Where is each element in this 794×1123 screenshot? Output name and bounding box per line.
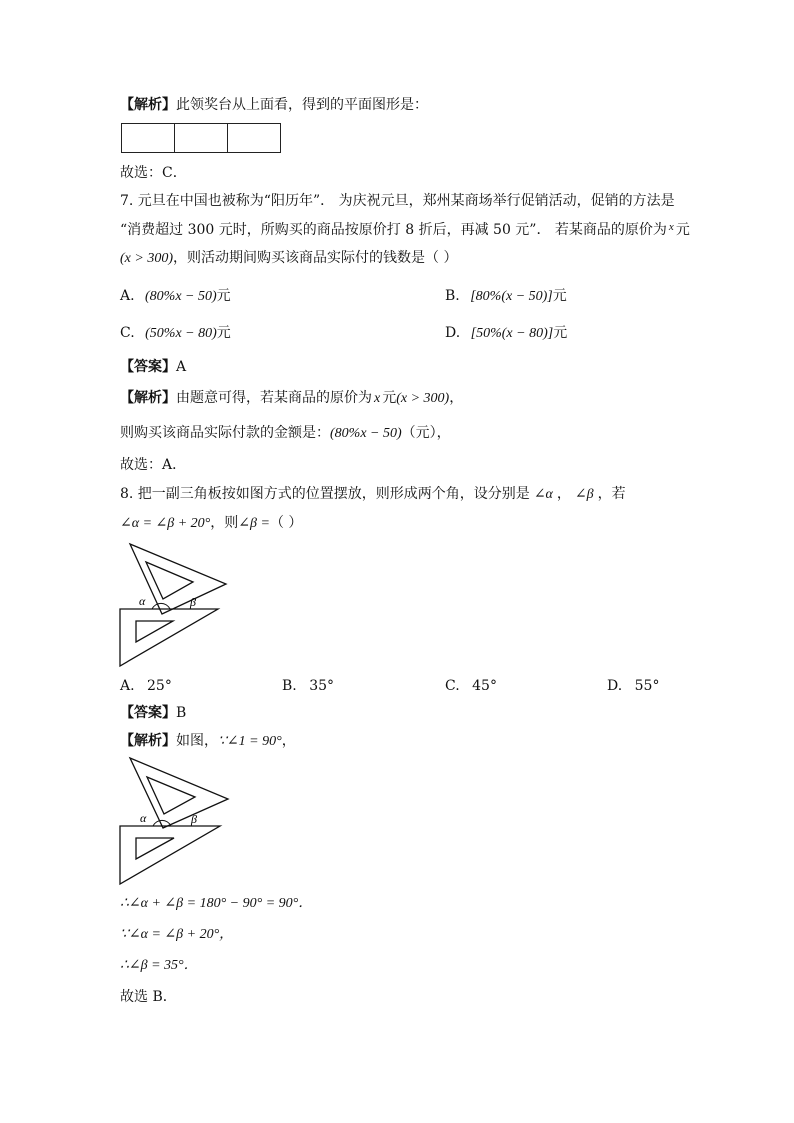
q7-option-b[interactable] [445, 286, 567, 307]
q8-stem-text: 8. 把一副三角板按如图方式的位置摆放，则形成两个角，设分别是 [120, 486, 530, 502]
q8-option-c[interactable] [445, 676, 497, 696]
option-unit: 元 [552, 288, 567, 304]
q8-sep: ， [556, 486, 571, 502]
analysis-text: 如图， [176, 733, 218, 749]
q8-stem-line2 [120, 513, 302, 534]
q7-unit: 元 [675, 222, 690, 238]
q7-question-text: ，则活动期间购买该商品实际付的钱数是（ ） [173, 250, 458, 266]
q8-angle-beta: ∠β [574, 487, 594, 502]
option-unit: 元 [216, 325, 231, 341]
q8-stem-line1 [120, 484, 626, 505]
option-letter: D. [607, 678, 623, 694]
option-letter: A. [120, 678, 135, 694]
q8-stem-text-end: ，若 [597, 486, 626, 502]
beta-label: β [190, 595, 196, 609]
option-value: 45° [472, 678, 497, 694]
option-letter: A. [120, 288, 135, 304]
q8-option-b[interactable] [282, 676, 334, 696]
analysis-condition: ∵∠1 = 90° [218, 734, 282, 749]
q8-option-a[interactable] [120, 676, 172, 696]
q7-option-c[interactable] [120, 323, 231, 344]
q8-step2: ∵∠α = ∠β + 20°， [120, 927, 234, 942]
analysis-var: x [374, 391, 381, 406]
analysis-text: 则购买该商品实际付款的金额是： [120, 425, 330, 441]
analysis-text: 由题意可得，若某商品的原价为 [176, 390, 372, 406]
q7-option-a[interactable] [120, 286, 231, 307]
q7-stem-line2 [120, 217, 690, 240]
beta-label: β [191, 812, 197, 826]
alpha-label: α [139, 594, 146, 608]
q8-question-angle: ∠β = [238, 516, 270, 531]
option-letter: C. [120, 325, 135, 341]
analysis-unit: 元 [382, 390, 397, 406]
analysis-tag: 【解析】 [120, 733, 176, 749]
triangle-set-figure-analysis [118, 756, 232, 886]
q8-answer-line [120, 703, 186, 723]
q7-stem-text: “消费超过 300 元时，所购买的商品按原价打 8 折后，再减 50 元”． 若某商品的原价为 [120, 222, 667, 238]
q7-condition: (x > 300) [120, 251, 173, 266]
analysis-expr: (80%x − 50) [330, 426, 402, 441]
q7-analysis-line2 [120, 423, 451, 444]
q7-answer-line [120, 357, 186, 377]
analysis-condition: (x > 300) [396, 391, 450, 406]
q6-analysis-line [120, 95, 428, 115]
analysis-comma: ， [449, 390, 464, 406]
grid-cell [175, 124, 228, 152]
analysis-tag: 【解析】 [120, 97, 176, 113]
q7-conclusion: 故选：A． [120, 457, 187, 473]
q8-condition: ∠α = ∠β + 20° [120, 516, 211, 531]
option-expr: (80%x − 50) [145, 289, 217, 304]
grid-cell [122, 124, 175, 152]
analysis-tag: 【解析】 [120, 390, 176, 406]
q7-stem-line3 [120, 248, 457, 269]
q8-paren: （ ） [269, 515, 303, 531]
q6-conclusion: 故选：C． [120, 165, 187, 181]
answer-tag: 【答案】 [120, 359, 176, 375]
q7-option-d[interactable] [445, 323, 567, 344]
option-letter: D. [445, 325, 461, 341]
q8-step1: ∴∠α + ∠β = 180° − 90° = 90°． [120, 896, 313, 911]
option-value: 55° [634, 678, 660, 694]
option-letter: B. [445, 288, 460, 304]
grid-cell [228, 124, 280, 152]
triangle-set-figure [118, 542, 230, 668]
answer-value: A [176, 359, 187, 375]
q8-stem-text: ，则 [210, 515, 239, 531]
q7-var-x: x [668, 221, 674, 233]
q8-analysis-line [120, 731, 296, 752]
option-value: 35° [309, 678, 335, 694]
q8-option-d[interactable] [607, 676, 659, 696]
analysis-comma: ， [281, 733, 296, 749]
option-letter: C. [445, 678, 460, 694]
option-value: 25° [147, 678, 172, 694]
q8-conclusion: 故选 B． [120, 989, 177, 1005]
option-expr: (50%x − 80) [145, 326, 217, 341]
analysis-text: 此领奖台从上面看，得到的平面图形是： [176, 97, 428, 113]
answer-value: B [176, 705, 187, 721]
q8-angle-alpha: ∠α [533, 487, 553, 502]
option-unit: 元 [553, 325, 568, 341]
answer-tag: 【答案】 [120, 705, 176, 721]
alpha-label: α [140, 811, 147, 825]
option-expr: [80%(x − 50)] [470, 289, 553, 304]
q8-step3: ∴∠β = 35°． [120, 958, 198, 973]
top-view-grid [121, 123, 281, 153]
option-letter: B. [282, 678, 297, 694]
analysis-unit: （元）， [401, 425, 451, 441]
option-expr: [50%(x − 80)] [470, 326, 554, 341]
q7-analysis-line1 [120, 388, 463, 409]
option-unit: 元 [216, 288, 231, 304]
q7-stem-line1: 7. 元旦在中国也被称为“阳历年”． 为庆祝元旦，郑州某商场举行促销活动，促销的方法是 [120, 193, 675, 209]
